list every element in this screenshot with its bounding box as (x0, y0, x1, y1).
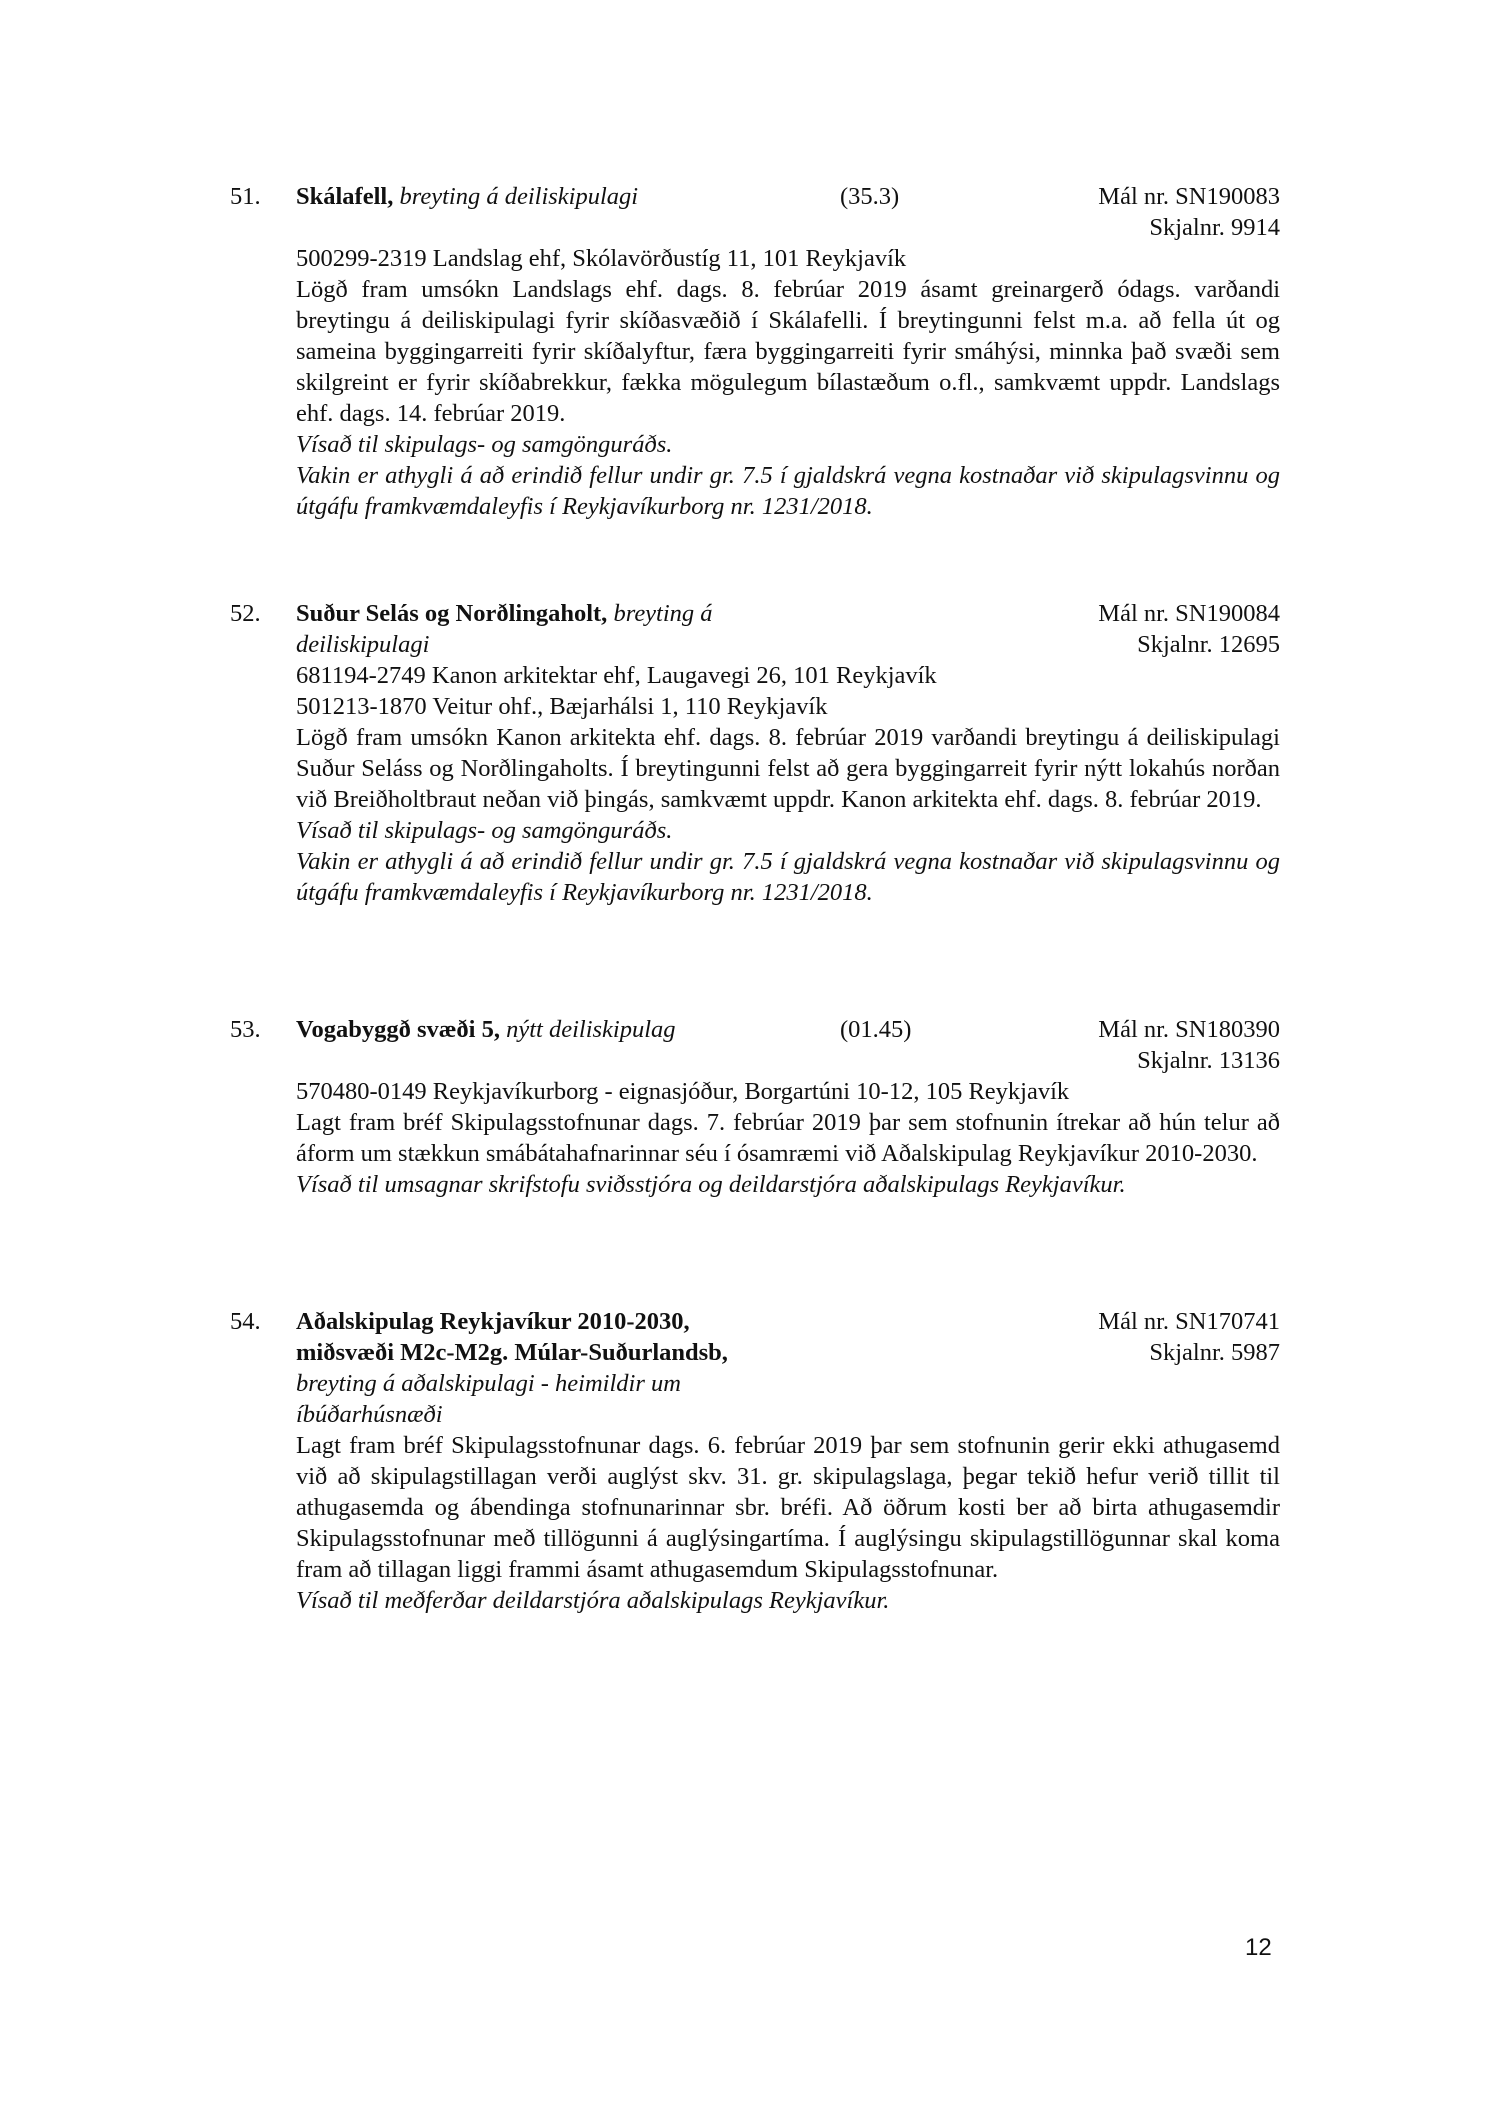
applicant: 501213-1870 Veitur ohf., Bæjarhálsi 1, 110 Reykjavík (296, 693, 828, 720)
agenda-item-51 (230, 181, 1280, 522)
item-body (296, 1076, 1280, 1200)
agenda-item-54 (230, 1306, 1280, 1616)
item-header (230, 181, 1280, 212)
case-number: Mál nr. SN170741 (1098, 1308, 1280, 1335)
document-number: Skjalnr. 13136 (1137, 1047, 1280, 1074)
item-title-italic-cont: deiliskipulagi (296, 631, 430, 658)
document-number: Skjalnr. 12695 (1137, 631, 1280, 658)
item-title-bold: Suður Selás og Norðlingaholt, (296, 600, 608, 627)
item-number: 51. (230, 183, 261, 210)
item-decision: Vísað til umsagnar skrifstofu sviðsstjóra og deildarstjóra aðalskipulags Reykjavíkur. (296, 1171, 1126, 1198)
document-number: Skjalnr. 9914 (1149, 214, 1280, 241)
item-title (296, 181, 638, 212)
item-header (230, 598, 1280, 629)
applicant: 681194-2749 Kanon arkitektar ehf, Laugavegi 26, 101 Reykjavík (296, 662, 937, 689)
item-text: Lagt fram bréf Skipulagsstofnunar dags. 6. febrúar 2019 þar sem stofnunin gerir ekki athugasemd við að skipulagstillagan verði auglýst skv. 31. gr. skipulagslaga, þegar tekið hefur verið tillit til athugasemda og ábendinga stofnunarinnar sbr. bréfi. Að öðrum kosti ber að birta athugasemdir Skipulagsstofnunar með tillögunni á auglýsingartíma. Í auglýsingu skipulagstillögunnar skal koma fram að tillagan liggi frammi ásamt athugasemdum Skipulagsstofnunar. (296, 1432, 1280, 1583)
item-text: Lögð fram umsókn Landslags ehf. dags. 8. febrúar 2019 ásamt greinargerð ódags. varðandi breytingu á deiliskipulagi fyrir skíðasvæðið í Skálafelli. Í breytingunni felst m.a. að fella út og sameina byggingarreiti fyrir skíðalyftur, færa byggingarreiti fyrir smáhýsi, minnka það svæði sem skilgreint er fyrir skíðabrekkur, fækka mögulegum bílastæðum o.fl., samkvæmt uppdr. Landslags ehf. dags. 14. febrúar 2019. (296, 276, 1280, 427)
case-number: Mál nr. SN180390 (1098, 1016, 1280, 1043)
item-body (296, 243, 1280, 522)
item-number: 53. (230, 1016, 261, 1043)
item-header (230, 1306, 1280, 1337)
case-number: Mál nr. SN190083 (1098, 183, 1280, 210)
item-text: Lagt fram bréf Skipulagsstofnunar dags. 7. febrúar 2019 þar sem stofnunin ítrekar að hún telur að áform um stækkun smábátahafnarinnar séu í ósamræmi við Aðalskipulag Reykjavíkur 2010-2030. (296, 1109, 1280, 1167)
item-decision: Vísað til meðferðar deildarstjóra aðalskipulags Reykjavíkur. (296, 1587, 890, 1614)
item-text: Lögð fram umsókn Kanon arkitekta ehf. dags. 8. febrúar 2019 varðandi breytingu á deiliskipulagi Suður Seláss og Norðlingaholts. Í breytingunni felst að gera byggingarreit fyrir nýtt lokahús norðan við Breiðholtbraut neðan við þingás, samkvæmt uppdr. Kanon arkitekta ehf. dags. 8. febrúar 2019. (296, 724, 1280, 813)
item-title-bold: Skálafell, (296, 183, 394, 210)
item-title-italic: breyting á aðalskipulagi - heimildir um (296, 1370, 681, 1397)
item-title-cont: miðsvæði M2c-M2g. Múlar-Suðurlandsb, (296, 1339, 728, 1366)
page-number: 12 (1245, 1934, 1272, 1961)
item-title: Aðalskipulag Reykjavíkur 2010-2030, (296, 1308, 690, 1335)
item-number: 52. (230, 600, 261, 627)
agenda-item-53 (230, 1014, 1280, 1200)
item-title-italic-cont: íbúðarhúsnæði (296, 1401, 443, 1428)
item-title (296, 598, 713, 629)
document-number: Skjalnr. 5987 (1149, 1339, 1280, 1366)
item-body (296, 660, 1280, 908)
item-body (296, 1430, 1280, 1616)
item-code: (35.3) (840, 183, 900, 210)
agenda-item-52 (230, 598, 1280, 908)
applicant: 500299-2319 Landslag ehf, Skólavörðustíg 11, 101 Reykjavík (296, 245, 907, 272)
item-title (296, 1014, 676, 1045)
item-number: 54. (230, 1308, 261, 1335)
item-header (230, 1014, 1280, 1045)
item-title-italic: nýtt deiliskipulag (506, 1016, 676, 1043)
applicant: 570480-0149 Reykjavíkurborg - eignasjóður, Borgartúni 10-12, 105 Reykjavík (296, 1078, 1070, 1105)
case-number: Mál nr. SN190084 (1098, 600, 1280, 627)
item-decision: Vísað til skipulags- og samgönguráðs. (296, 817, 673, 844)
item-title-italic: breyting á deiliskipulagi (399, 183, 639, 210)
item-decision: Vísað til skipulags- og samgönguráðs. (296, 431, 673, 458)
item-code: (01.45) (840, 1016, 912, 1043)
item-notice: Vakin er athygli á að erindið fellur undir gr. 7.5 í gjaldskrá vegna kostnaðar við skipulagsvinnu og útgáfu framkvæmdaleyfis í Reykjavíkurborg nr. 1231/2018. (296, 848, 1280, 906)
item-title-bold: Vogabyggð svæði 5, (296, 1016, 500, 1043)
item-notice: Vakin er athygli á að erindið fellur undir gr. 7.5 í gjaldskrá vegna kostnaðar við skipulagsvinnu og útgáfu framkvæmdaleyfis í Reykjavíkurborg nr. 1231/2018. (296, 462, 1280, 520)
item-title-italic: breyting á (613, 600, 713, 627)
